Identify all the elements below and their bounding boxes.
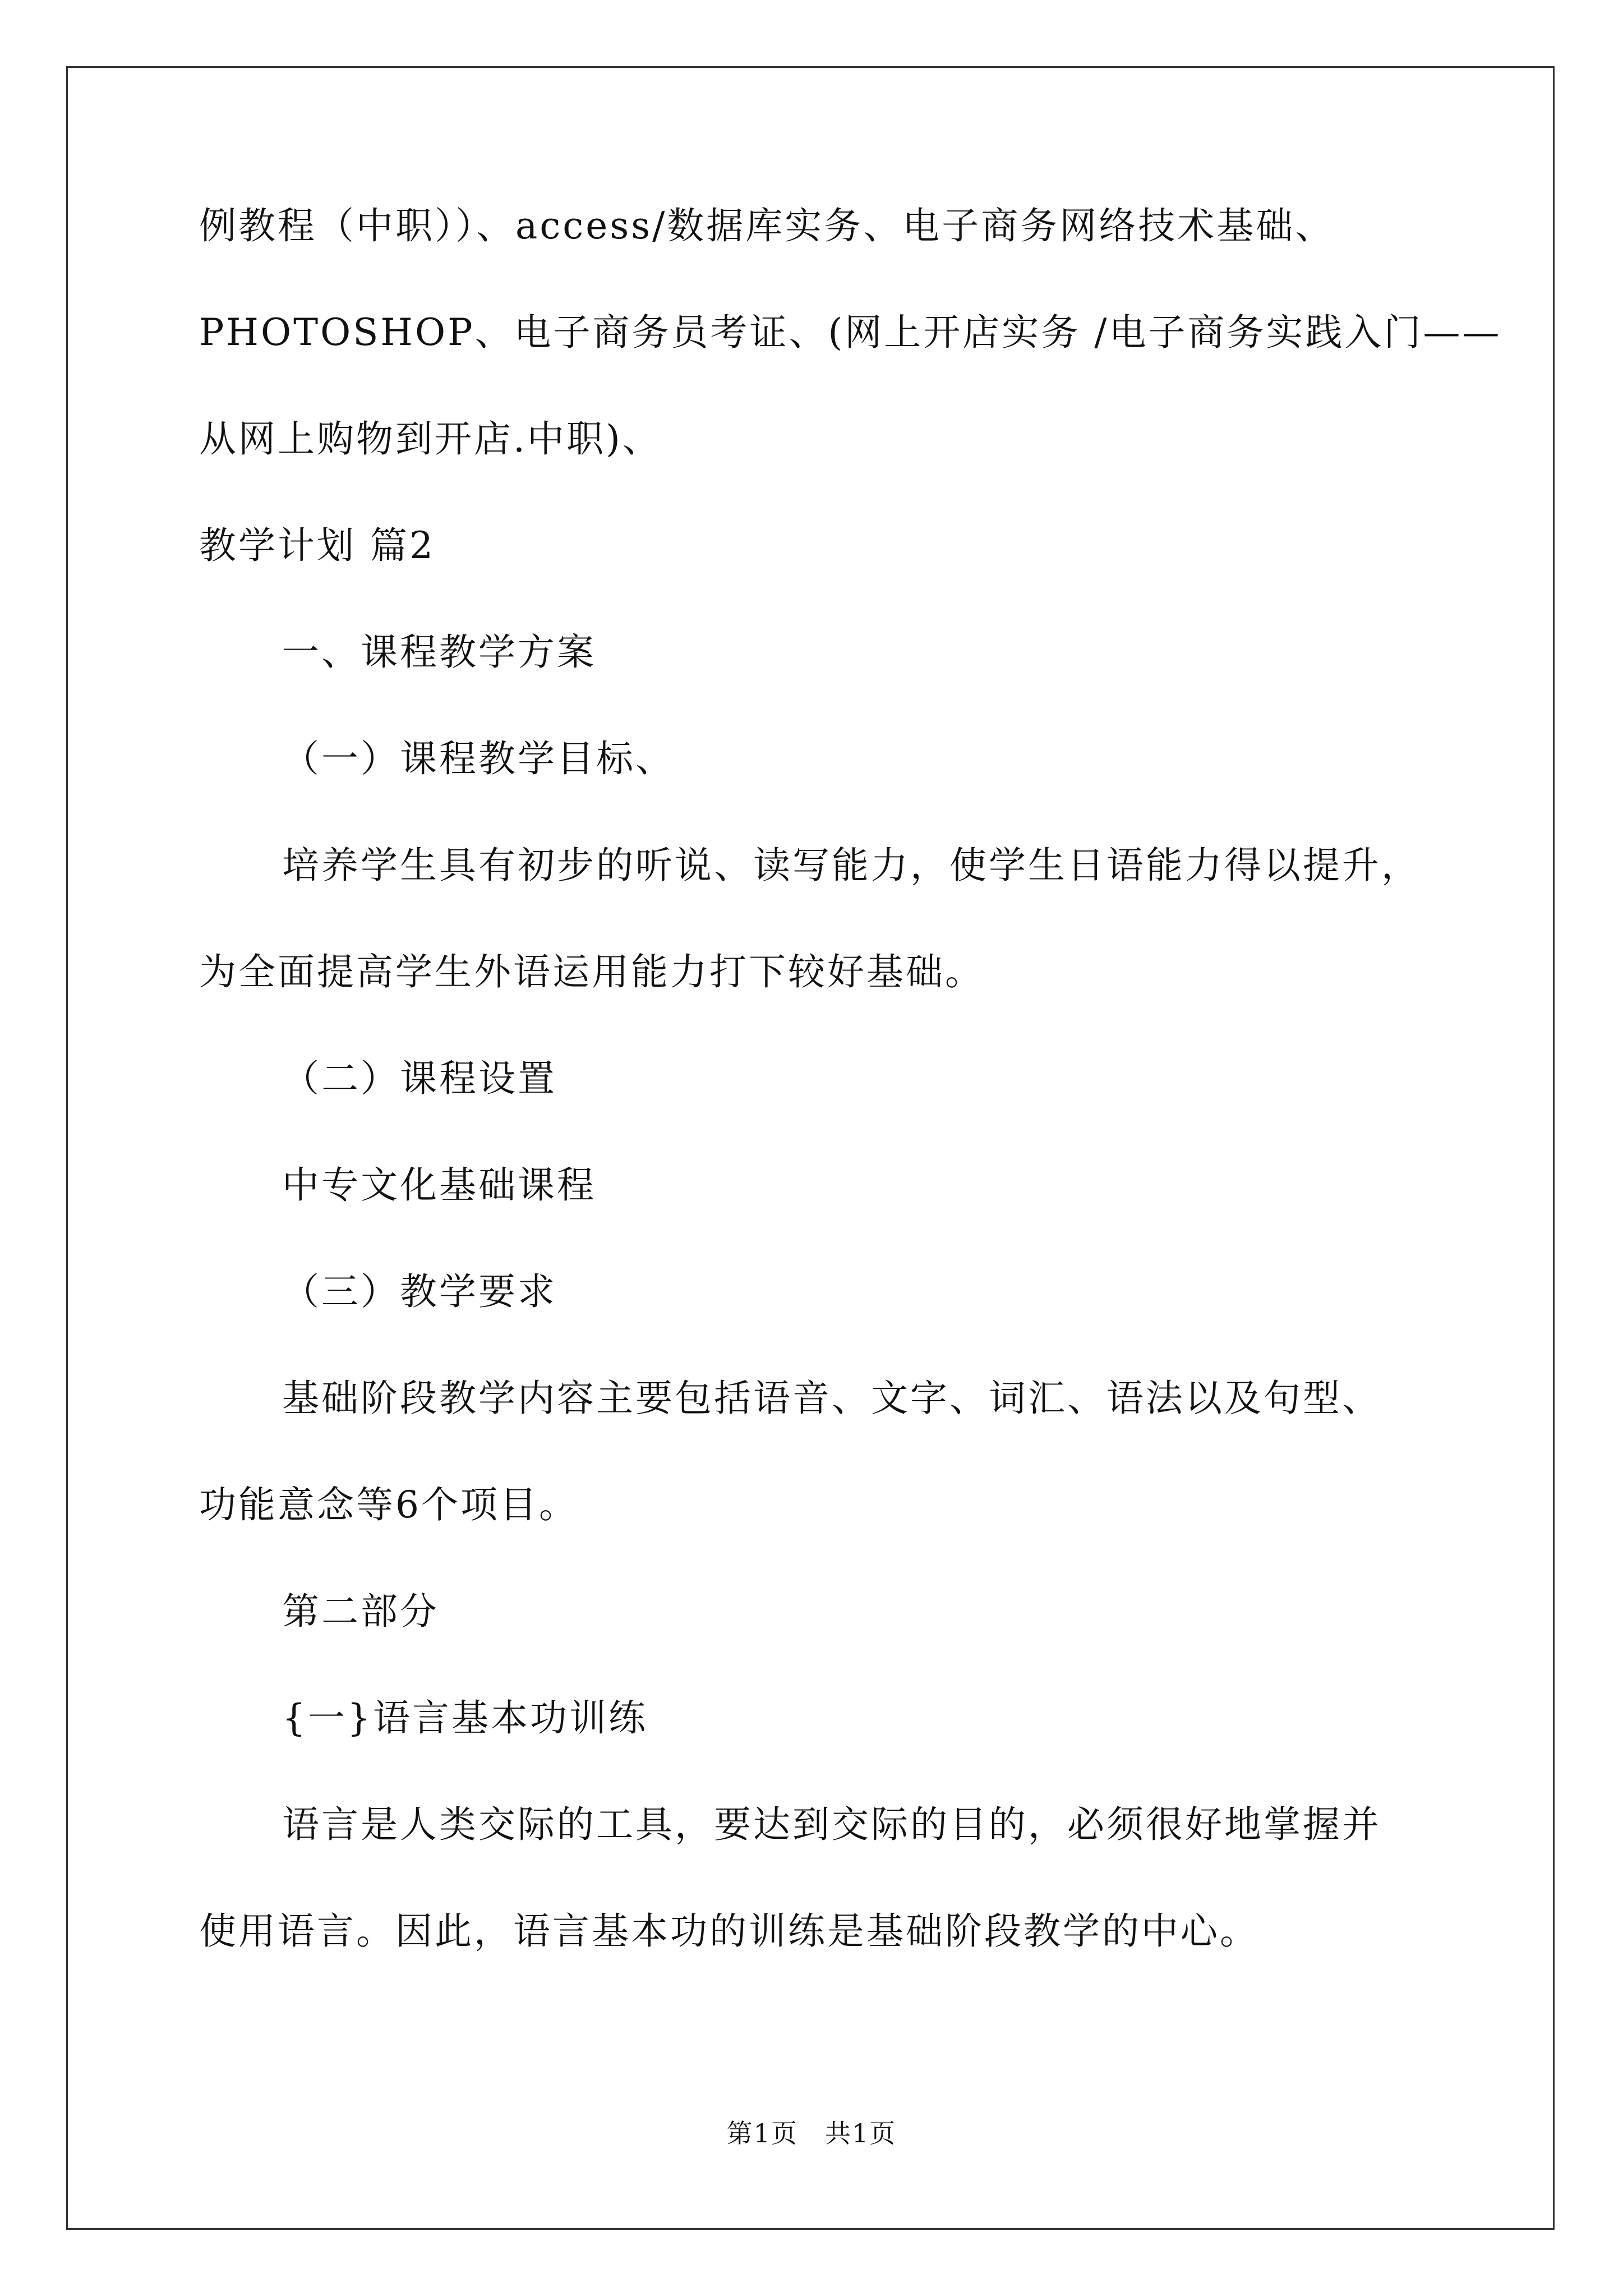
subheading: （三）教学要求 (282, 1270, 557, 1313)
section-heading: 教学计划 篇2 (199, 524, 435, 567)
paragraph-line: 从网上购物到开店.中职)、 (199, 417, 662, 461)
paragraph-line: 基础阶段教学内容主要包括语音、文字、词汇、语法以及句型、 (282, 1377, 1381, 1420)
subheading: 一、课程教学方案 (282, 631, 596, 674)
subheading: {一}语言基本功训练 (282, 1696, 648, 1740)
subheading: （一）课程教学目标、 (282, 737, 675, 780)
paragraph-line: 使用语言。因此，语言基本功的训练是基础阶段教学的中心。 (199, 1910, 1259, 1953)
document-body (199, 204, 1502, 2019)
paragraph-line: 培养学生具有初步的听说、读写能力，使学生日语能力得以提升， (282, 844, 1421, 887)
paragraph-line: 中专文化基础课程 (282, 1163, 596, 1207)
page-number-footer: 第1页 共1页 (726, 2118, 897, 2148)
paragraph-line: 例教程（中职））、access/数据库实务、电子商务网络技术基础、 (199, 204, 1335, 247)
subheading: 第二部分 (282, 1590, 439, 1633)
paragraph-line: 语言是人类交际的工具，要达到交际的目的，必须很好地掌握并 (282, 1803, 1381, 1846)
paragraph-line: 为全面提高学生外语运用能力打下较好基础。 (199, 950, 984, 993)
paragraph-line: PHOTOSHOP、电子商务员考证、(网上开店实务 /电子商务实践入门—— (199, 311, 1502, 354)
subheading: （二）课程设置 (282, 1057, 557, 1100)
paragraph-line: 功能意念等6个项目。 (199, 1483, 578, 1526)
